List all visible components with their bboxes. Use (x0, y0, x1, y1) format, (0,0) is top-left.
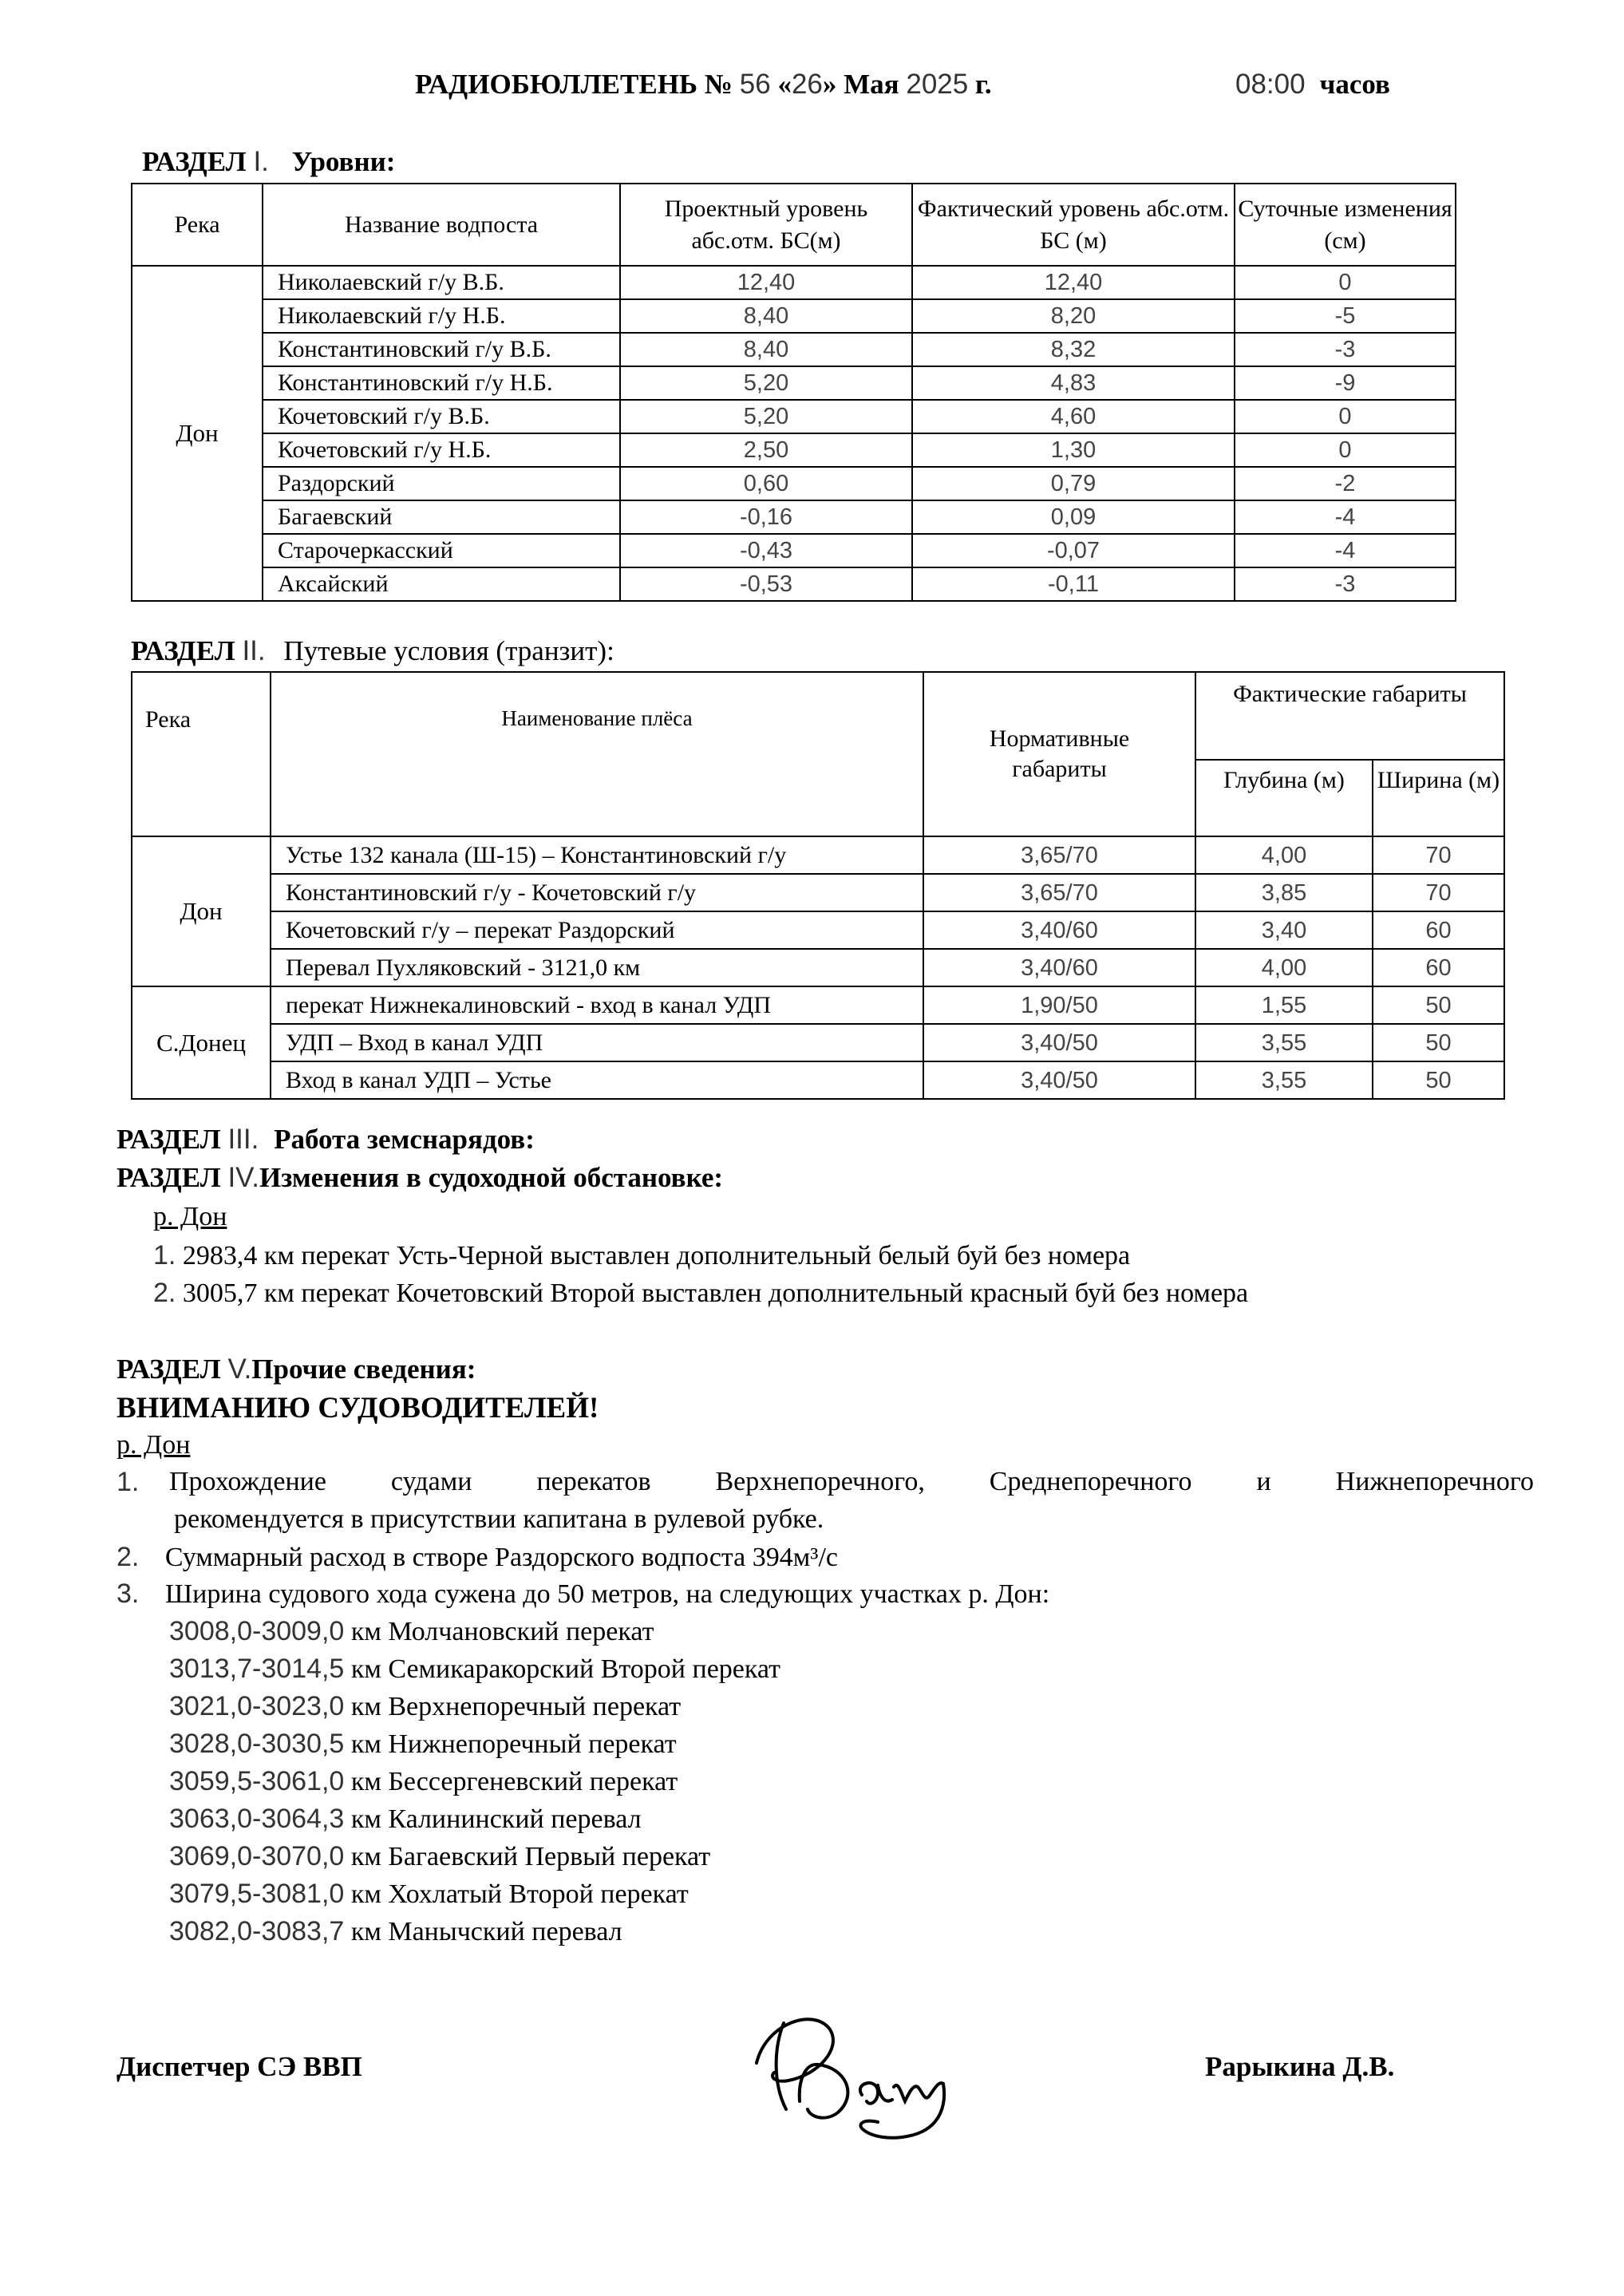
section-roman: IV. (227, 1162, 260, 1193)
table-row (132, 500, 1456, 534)
table-row (132, 400, 1456, 433)
design-level-cell: -0,53 (620, 567, 912, 601)
reach-name: км Хохлатый Второй перекат (350, 1879, 689, 1909)
restricted-reach (169, 1916, 622, 1947)
list-item-number (117, 1467, 139, 1498)
reach-km: 3008,0-3009,0 (169, 1616, 345, 1646)
daily-change-cell: 0 (1235, 400, 1456, 433)
design-level-cell: 5,20 (620, 400, 912, 433)
table-row (132, 467, 1456, 500)
bulletin-time (1235, 69, 1390, 101)
section-label: РАЗДЕЛ (142, 146, 247, 177)
station-cell: Николаевский г/у В.Б. (263, 266, 620, 299)
levels-table (131, 183, 1456, 602)
reach-km: 3063,0-3064,3 (169, 1804, 345, 1834)
attention-heading: ВНИМАНИЮ СУДОВОДИТЕЛЕЙ! (117, 1392, 599, 1425)
list-text: Ширина судового хода сужена до 50 метров, на следующих участках р. Дон: (164, 1579, 1050, 1609)
section-roman: II. (242, 635, 266, 666)
design-level-cell: -0,43 (620, 534, 912, 567)
table-row (132, 1061, 1504, 1099)
section-title: Прочие сведения: (251, 1353, 476, 1385)
col-header-depth: Глубина (м) (1195, 760, 1373, 836)
list-text-line2: рекомендуется в присутствии капитана в рулевой рубке. (174, 1504, 824, 1534)
actual-level-cell: 4,83 (912, 366, 1235, 400)
reach-name: км Калининский перевал (350, 1804, 642, 1834)
list-item (153, 1278, 1248, 1309)
daily-change-cell: -2 (1235, 467, 1456, 500)
section-roman: III. (227, 1124, 259, 1155)
levels-table-header-row (132, 184, 1456, 266)
design-level-cell: 8,40 (620, 333, 912, 366)
col-header-reach: Наименование плёса (271, 672, 923, 836)
section4-river: р. Дон (153, 1202, 227, 1231)
normative-cell: 1,90/50 (923, 986, 1195, 1024)
bulletin-title (415, 69, 992, 101)
list-item (117, 1579, 1049, 1610)
restricted-reach (169, 1654, 780, 1685)
depth-cell: 3,40 (1195, 911, 1373, 949)
width-cell: 50 (1373, 1061, 1504, 1099)
reach-cell: Константиновский г/у - Кочетовский г/у (271, 874, 923, 911)
bulletin-day: 26 (791, 69, 823, 100)
col-header-actual-level: Фактический уровень абс.отм. БС (м) (912, 184, 1235, 266)
table-row (132, 433, 1456, 467)
dispatcher-name: Рарыкина Д.В. (1205, 2051, 1395, 2082)
section1-heading (142, 146, 395, 178)
table-row (132, 299, 1456, 333)
actual-level-cell: 0,79 (912, 467, 1235, 500)
reach-cell: перекат Нижнекалиновский - вход в канал УДП (271, 986, 923, 1024)
time-value: 08:00 (1235, 69, 1306, 100)
daily-change-cell: 0 (1235, 266, 1456, 299)
normative-cell: 3,40/50 (923, 1061, 1195, 1099)
design-level-cell: 8,40 (620, 299, 912, 333)
time-suffix: часов (1319, 69, 1390, 100)
reach-km: 3021,0-3023,0 (169, 1691, 345, 1721)
daily-change-cell: -4 (1235, 500, 1456, 534)
list-number: 2. (117, 1542, 140, 1572)
width-cell: 70 (1373, 874, 1504, 911)
table-row (132, 534, 1456, 567)
station-cell: Кочетовский г/у Н.Б. (263, 433, 620, 467)
list-text: 2983,4 км перекат Усть-Черной выставлен дополнительный белый буй без номера (182, 1241, 1131, 1271)
table-row (132, 266, 1456, 299)
col-header-actual-dims: Фактические габариты (1195, 672, 1504, 760)
transit-table-header-row (132, 672, 1504, 760)
station-cell: Старочеркасский (263, 534, 620, 567)
station-cell: Кочетовский г/у В.Б. (263, 400, 620, 433)
col-header-river: Река (132, 184, 263, 266)
table-row (132, 911, 1504, 949)
daily-change-cell: -5 (1235, 299, 1456, 333)
restricted-reach (169, 1691, 681, 1722)
col-header-station: Название водпоста (263, 184, 620, 266)
reach-km: 3079,5-3081,0 (169, 1879, 345, 1909)
design-level-cell: 0,60 (620, 467, 912, 500)
daily-change-cell: -9 (1235, 366, 1456, 400)
year-suffix: г. (974, 69, 992, 100)
list-number: 2. (153, 1278, 176, 1308)
list-text-line1: Прохождение судами перекатов Верхнепоречного, Среднепоречного и Нижнепоречного (169, 1467, 1534, 1496)
reach-km: 3028,0-3030,5 (169, 1729, 345, 1759)
section-label: РАЗДЕЛ (117, 1162, 221, 1193)
section-title: Уровни: (291, 146, 396, 177)
depth-cell: 3,55 (1195, 1024, 1373, 1061)
reach-name: км Манычский перевал (350, 1917, 622, 1946)
restricted-reach (169, 1841, 710, 1872)
col-header-design-level: Проектный уровень абс.отм. БС(м) (620, 184, 912, 266)
river-cell: Дон (132, 836, 271, 986)
reach-km: 3013,7-3014,5 (169, 1654, 345, 1684)
station-cell: Николаевский г/у Н.Б. (263, 299, 620, 333)
actual-level-cell: -0,11 (912, 567, 1235, 601)
actual-level-cell: 8,32 (912, 333, 1235, 366)
actual-level-cell: -0,07 (912, 534, 1235, 567)
normative-cell: 3,40/60 (923, 949, 1195, 986)
depth-cell: 4,00 (1195, 836, 1373, 874)
reach-cell: Перевал Пухляковский - 3121,0 км (271, 949, 923, 986)
section5-heading (117, 1353, 476, 1385)
col-header-width: Ширина (м) (1373, 760, 1504, 836)
list-number: 3. (117, 1579, 140, 1609)
normative-cell: 3,40/50 (923, 1024, 1195, 1061)
normative-cell: 3,65/70 (923, 874, 1195, 911)
table-row (132, 986, 1504, 1024)
reach-km: 3059,5-3061,0 (169, 1766, 345, 1796)
station-cell: Константиновский г/у Н.Б. (263, 366, 620, 400)
daily-change-cell: -4 (1235, 534, 1456, 567)
restricted-reach (169, 1729, 677, 1760)
section5-river: р. Дон (117, 1430, 191, 1460)
date-open-quote: « (777, 69, 792, 100)
actual-level-cell: 1,30 (912, 433, 1235, 467)
section4-heading (117, 1162, 723, 1194)
restricted-reach (169, 1766, 678, 1797)
reach-name: км Нижнепоречный перекат (350, 1729, 677, 1759)
list-text: Суммарный расход в створе Раздорского водпоста 394м³/с (164, 1543, 839, 1572)
col-header-normative: Нормативные габариты (923, 672, 1195, 836)
depth-cell: 1,55 (1195, 986, 1373, 1024)
reach-name: км Верхнепоречный перекат (350, 1692, 682, 1721)
section-label: РАЗДЕЛ (117, 1353, 221, 1385)
station-cell: Константиновский г/у В.Б. (263, 333, 620, 366)
reach-name: км Багаевский Первый перекат (350, 1842, 711, 1871)
table-row (132, 949, 1504, 986)
actual-level-cell: 8,20 (912, 299, 1235, 333)
design-level-cell: 2,50 (620, 433, 912, 467)
section3-heading (117, 1124, 535, 1156)
reach-name: км Бессергеневский перекат (350, 1767, 678, 1796)
bulletin-year: 2025 (906, 69, 969, 100)
restricted-reach (169, 1616, 654, 1647)
normative-cell: 3,40/60 (923, 911, 1195, 949)
depth-cell: 3,85 (1195, 874, 1373, 911)
restricted-reach (169, 1879, 689, 1910)
section-title: Изменения в судоходной обстановке: (259, 1162, 724, 1193)
reach-km: 3069,0-3070,0 (169, 1841, 345, 1871)
station-cell: Аксайский (263, 567, 620, 601)
transit-conditions-table (131, 671, 1505, 1100)
col-header-river: Река (132, 672, 271, 836)
width-cell: 50 (1373, 1024, 1504, 1061)
section-roman: I. (253, 146, 269, 177)
daily-change-cell: -3 (1235, 567, 1456, 601)
title-prefix: РАДИОБЮЛЛЕТЕНЬ № (415, 69, 733, 100)
section-label: РАЗДЕЛ (131, 635, 235, 666)
restricted-reach (169, 1804, 642, 1835)
river-cell: Дон (132, 266, 263, 601)
list-text: 3005,7 км перекат Кочетовский Второй выставлен дополнительный красный буй без номера (182, 1278, 1249, 1308)
section-title: Путевые условия (транзит): (283, 635, 614, 666)
list-number: 1. (153, 1240, 176, 1271)
bulletin-header (0, 69, 1624, 109)
handwritten-signature (742, 2007, 990, 2143)
dispatcher-role: Диспетчер СЭ ВВП (117, 2051, 362, 2082)
reach-name: км Молчановский перекат (350, 1617, 654, 1646)
station-cell: Багаевский (263, 500, 620, 534)
reach-name: км Семикаракорский Второй перекат (350, 1654, 780, 1684)
width-cell: 60 (1373, 949, 1504, 986)
list-item (153, 1240, 1130, 1271)
bulletin-number: 56 (739, 69, 771, 100)
reach-cell: Устье 132 канала (Ш-15) – Константиновский г/у (271, 836, 923, 874)
date-close-quote: » (822, 69, 837, 100)
daily-change-cell: -3 (1235, 333, 1456, 366)
section-title: Работа земснарядов: (274, 1124, 535, 1155)
reach-cell: УДП – Вход в канал УДП (271, 1024, 923, 1061)
normative-cell: 3,65/70 (923, 836, 1195, 874)
section-roman: V. (227, 1353, 252, 1385)
design-level-cell: 12,40 (620, 266, 912, 299)
daily-change-cell: 0 (1235, 433, 1456, 467)
actual-level-cell: 4,60 (912, 400, 1235, 433)
list-item (117, 1542, 838, 1573)
table-row (132, 836, 1504, 874)
reach-cell: Вход в канал УДП – Устье (271, 1061, 923, 1099)
width-cell: 60 (1373, 911, 1504, 949)
design-level-cell: 5,20 (620, 366, 912, 400)
table-row (132, 1024, 1504, 1061)
section2-heading (131, 635, 614, 667)
station-cell: Раздорский (263, 467, 620, 500)
col-header-daily-change: Суточные изменения (см) (1235, 184, 1456, 266)
table-row (132, 874, 1504, 911)
list-number: 1. (117, 1467, 140, 1497)
depth-cell: 3,55 (1195, 1061, 1373, 1099)
actual-level-cell: 0,09 (912, 500, 1235, 534)
reach-cell: Кочетовский г/у – перекат Раздорский (271, 911, 923, 949)
table-row (132, 333, 1456, 366)
table-row (132, 366, 1456, 400)
table-row (132, 567, 1456, 601)
depth-cell: 4,00 (1195, 949, 1373, 986)
section-label: РАЗДЕЛ (117, 1124, 221, 1155)
actual-level-cell: 12,40 (912, 266, 1235, 299)
river-cell: С.Донец (132, 986, 271, 1099)
reach-km: 3082,0-3083,7 (169, 1916, 345, 1946)
width-cell: 70 (1373, 836, 1504, 874)
design-level-cell: -0,16 (620, 500, 912, 534)
bulletin-month: Мая (844, 69, 899, 100)
width-cell: 50 (1373, 986, 1504, 1024)
